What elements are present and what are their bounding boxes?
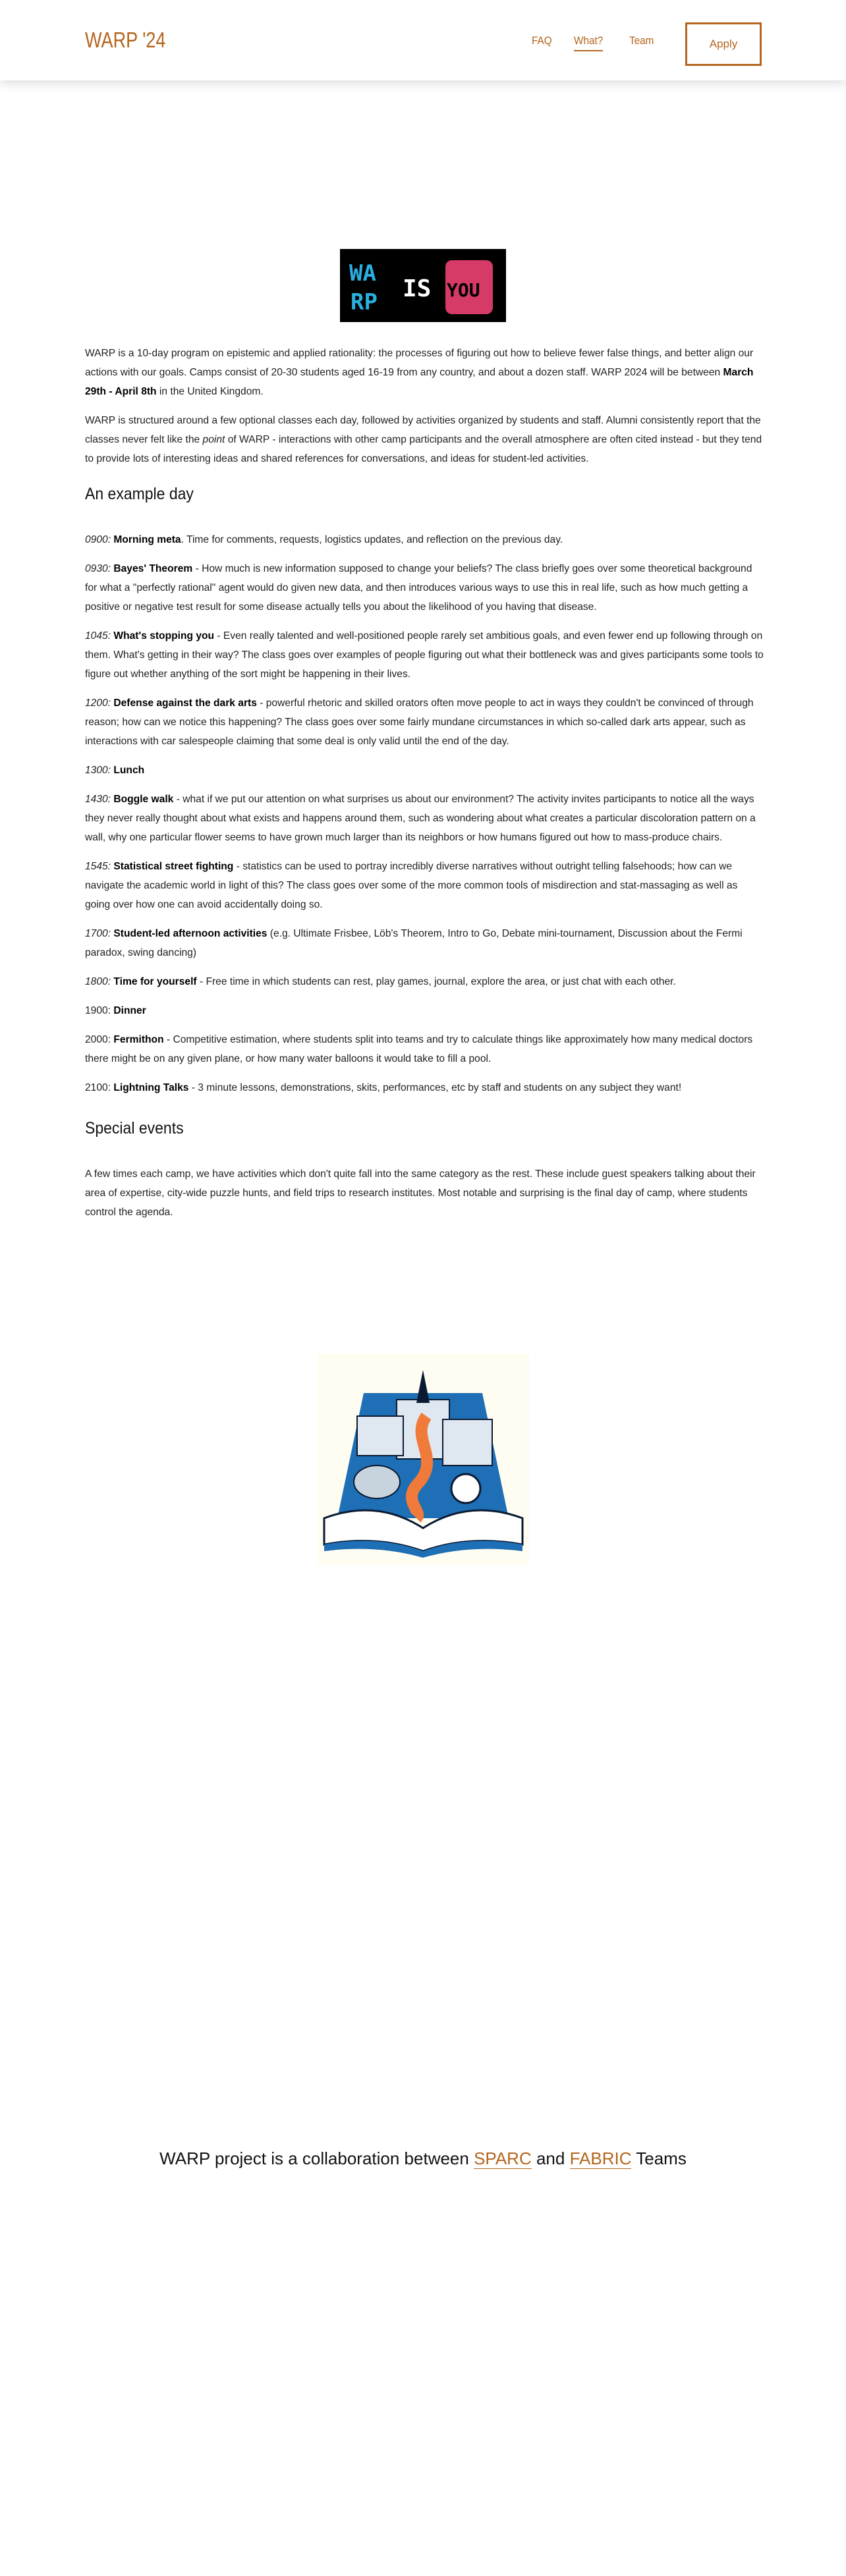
schedule-title: Student-led afternoon activities xyxy=(113,928,268,939)
schedule-title: Lunch xyxy=(113,765,145,776)
svg-text:RP: RP xyxy=(351,289,378,315)
schedule-title: Morning meta xyxy=(113,534,181,545)
schedule-title: Defense against the dark arts xyxy=(113,698,257,709)
schedule-time: 1700: xyxy=(85,928,111,939)
schedule-item xyxy=(85,1030,764,1068)
schedule-description: - 3 minute lessons, demonstrations, skits, performances, etc by staff and students on any subject they want! xyxy=(188,1082,682,1093)
schedule-item xyxy=(85,530,764,549)
site-header xyxy=(0,0,846,80)
intro-paragraph: WARP is structured around a few optional classes each day, followed by activities organized by students and staff. Alumni consistently report that the classes never felt like the point of WARP - interactions with other camp participants and the overall atmosphere are often cited instead - but they tend to provide lots of interesting ideas and shared references for conversations, and ideas for student-led activities. xyxy=(85,415,762,464)
schedule-time: 2100: xyxy=(85,1082,111,1093)
example-day-heading: An example day xyxy=(85,485,194,503)
schedule-list xyxy=(85,530,764,1097)
schedule-title: Dinner xyxy=(113,1005,146,1016)
schedule-item xyxy=(85,761,764,780)
schedule-description: - How much is new information supposed to change your beliefs? The class briefly goes over some theoretical background for what a "perfectly rational" agent would do given new data, and then introduces various ways to use this in real life, such as how much getting a positive or negative test result for some disease actually tells you about the likelihood of you having that disease. xyxy=(85,563,752,613)
schedule-title: Boggle walk xyxy=(113,794,174,805)
fabric-link[interactable]: FABRIC xyxy=(569,2149,632,2168)
schedule-item xyxy=(85,1078,764,1097)
schedule-title: Statistical street fighting xyxy=(113,861,234,872)
sparc-link[interactable]: SPARC xyxy=(474,2149,532,2168)
schedule-description: - Competitive estimation, where students split into teams and try to calculate things like approximately how many medical doctors there might be on any given plane, or how many water balloons it would take to fill a pool. xyxy=(85,1034,753,1064)
svg-text:YOU: YOU xyxy=(447,279,480,301)
schedule-description: . Time for comments, requests, logistics updates, and reflection on the previous day. xyxy=(181,534,563,545)
schedule-item xyxy=(85,857,764,914)
footer: WARP project is a collaboration between SPARC and FABRIC Teams xyxy=(159,2149,687,2168)
special-events-heading: Special events xyxy=(85,1119,184,1137)
schedule-title: Bayes' Theorem xyxy=(113,563,193,574)
schedule-item xyxy=(85,1001,764,1020)
site-logo[interactable]: WARP '24 xyxy=(85,28,166,52)
intro-paragraph: WARP is a 10-day program on epistemic and applied rationality: the processes of figuring out how to believe fewer false things, and better align our actions with our goals. Camps consist of 20-30 students aged 16-19 from any country, and about a dozen staff. WARP 2024 will be between March 29th - April 8th in the United Kingdom. xyxy=(85,348,754,397)
schedule-time: 1200: xyxy=(85,698,111,709)
schedule-time: 1045: xyxy=(85,630,111,642)
open-book-illustration xyxy=(318,1354,529,1565)
schedule-time: 1430: xyxy=(85,794,111,805)
schedule-time: 1900: xyxy=(85,1005,111,1016)
nav-faq[interactable]: FAQ xyxy=(532,34,552,47)
schedule-title: Fermithon xyxy=(113,1034,164,1045)
schedule-item xyxy=(85,924,764,962)
schedule-time: 0930: xyxy=(85,563,111,574)
schedule-time: 1300: xyxy=(85,765,111,776)
schedule-item xyxy=(85,790,764,847)
schedule-description: - Even really talented and well-positioned people rarely set ambitious goals, and even fewer end up following through on them. What's getting in their way? The class goes over examples of people figuring out what their bottleneck was and gives participants some tools to figure out whether anything of the sort might be happening in their lives. xyxy=(85,630,764,680)
schedule-item xyxy=(85,626,764,684)
schedule-time: 2000: xyxy=(85,1034,111,1045)
svg-text:IS: IS xyxy=(403,275,432,302)
schedule-time: 1800: xyxy=(85,976,111,987)
schedule-time: 1545: xyxy=(85,861,111,872)
schedule-item xyxy=(85,972,764,991)
schedule-time: 0900: xyxy=(85,534,111,545)
schedule-title: What's stopping you xyxy=(113,630,215,642)
svg-text:WA: WA xyxy=(349,260,376,287)
schedule-title: Time for yourself xyxy=(113,976,197,987)
schedule-description: - what if we put our attention on what surprises us about our environment? The activity invites participants to notice all the ways they never really thought about what exists and happens around them, such as wondering about what creates a particular discoloration pattern on a wall, why one particular flower seems to have grown much larger than its neighbors or how humans figured out how to mass-produce chairs. xyxy=(85,794,756,843)
intro-section xyxy=(85,344,764,468)
warp-is-you-logo-image xyxy=(340,249,506,322)
nav-team[interactable]: Team xyxy=(629,34,654,47)
schedule-description: - powerful rhetoric and skilled orators often move people to act in ways they couldn't be convinced of through reason; how can we notice this happening? The class goes over some fairly mundane circumstances in which so-called dark arts appear, such as interactions with car salespeople claiming that some deal is only valid until the end of the day. xyxy=(85,698,754,747)
apply-button[interactable]: Apply xyxy=(685,22,762,66)
special-events-text: A few times each camp, we have activities which don't quite fall into the same category as the rest. These include guest speakers talking about their area of expertise, city-wide puzzle hunts, and field trips to research institutes. Most notable and surprising is the final day of camp, where students control the agenda. xyxy=(85,1168,756,1218)
schedule-item xyxy=(85,694,764,751)
nav-what[interactable]: What? xyxy=(574,34,603,51)
schedule-description: - statistics can be used to portray incredibly diverse narratives without outright telling falsehoods; how can we navigate the academic world in light of this? The class goes over some of the more common tools of misdirection and stat-massaging as well as going over how one can avoid accidentally doing so. xyxy=(85,861,738,910)
main-content xyxy=(85,344,764,1232)
schedule-title: Lightning Talks xyxy=(113,1082,189,1093)
schedule-description: (e.g. Ultimate Frisbee, Löb's Theorem, Intro to Go, Debate mini-tournament, Discussion about the Fermi paradox, swing dancing) xyxy=(85,928,743,958)
schedule-description: - Free time in which students can rest, play games, journal, explore the area, or just chat with each other. xyxy=(196,976,676,987)
schedule-item xyxy=(85,559,764,617)
